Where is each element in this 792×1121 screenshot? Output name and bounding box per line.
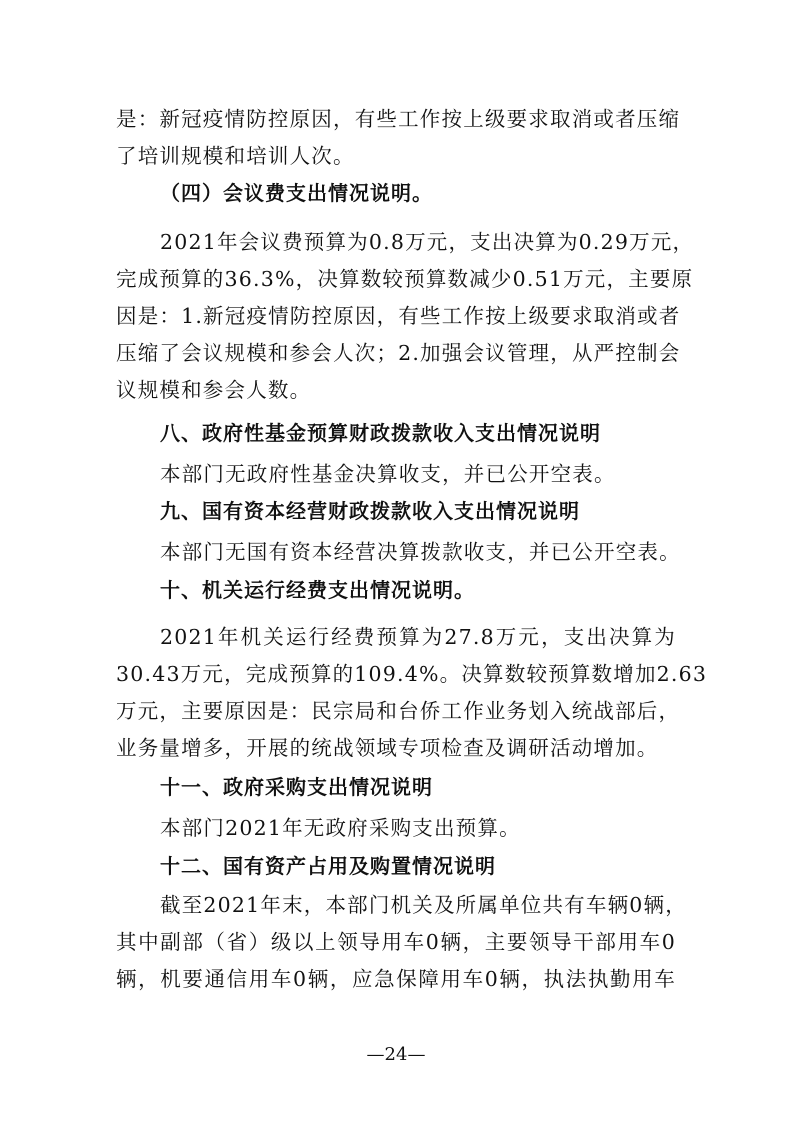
body-line-government-fund: 本部门无政府性基金决算收支，并已公开空表。 xyxy=(160,462,616,486)
body-line-8: 2021年机关运行经费预算为27.8万元，支出决算为 xyxy=(160,625,676,649)
section-heading-operating-expenses: 十、机关运行经费支出情况说明。 xyxy=(160,578,475,602)
body-line-procurement: 本部门2021年无政府采购支出预算。 xyxy=(160,816,521,840)
body-line-6: 压缩了会议规模和参会人次；2.加强会议管理，从严控制会 xyxy=(116,341,681,365)
body-line-12: 截至2021年末，本部门机关及所属单位共有车辆0辆， xyxy=(160,893,687,917)
section-heading-conference-fees: （四）会议费支出情况说明。 xyxy=(160,181,433,205)
body-line-14: 辆，机要通信用车0辆，应急保障用车0辆，执法执勤用车 xyxy=(116,967,676,991)
body-line-3: 2021年会议费预算为0.8万元，支出决算为0.29万元， xyxy=(160,230,695,254)
body-line-1: 是：新冠疫情防控原因，有些工作按上级要求取消或者压缩 xyxy=(116,107,681,131)
body-line-9: 30.43万元，完成预算的109.4%。决算数较预算数增加2.63 xyxy=(116,662,708,686)
section-heading-government-fund: 八、政府性基金预算财政拨款收入支出情况说明 xyxy=(160,421,601,445)
section-heading-state-assets: 十二、国有资产占用及购置情况说明 xyxy=(160,854,496,878)
body-line-state-capital: 本部门无国有资本经营决算拨款收支，并已公开空表。 xyxy=(160,540,681,564)
body-line-7: 议规模和参会人数。 xyxy=(116,378,312,402)
body-line-2: 了培训规模和培训人次。 xyxy=(116,144,355,168)
body-line-4: 完成预算的36.3%，决算数较预算数减少0.51万元，主要原 xyxy=(116,267,694,291)
body-line-11: 业务量增多，开展的统战领域专项检查及调研活动增加。 xyxy=(116,736,659,760)
body-line-10: 万元，主要原因是：民宗局和台侨工作业务划入统战部后， xyxy=(116,699,681,723)
body-line-5: 因是：1.新冠疫情防控原因，有些工作按上级要求取消或者 xyxy=(116,304,681,328)
section-heading-state-capital: 九、国有资本经营财政拨款收入支出情况说明 xyxy=(160,499,580,523)
section-heading-government-procurement: 十一、政府采购支出情况说明 xyxy=(160,775,433,799)
page-number: —24— xyxy=(366,1044,426,1065)
body-line-13: 其中副部（省）级以上领导用车0辆，主要领导干部用车0 xyxy=(116,930,676,954)
